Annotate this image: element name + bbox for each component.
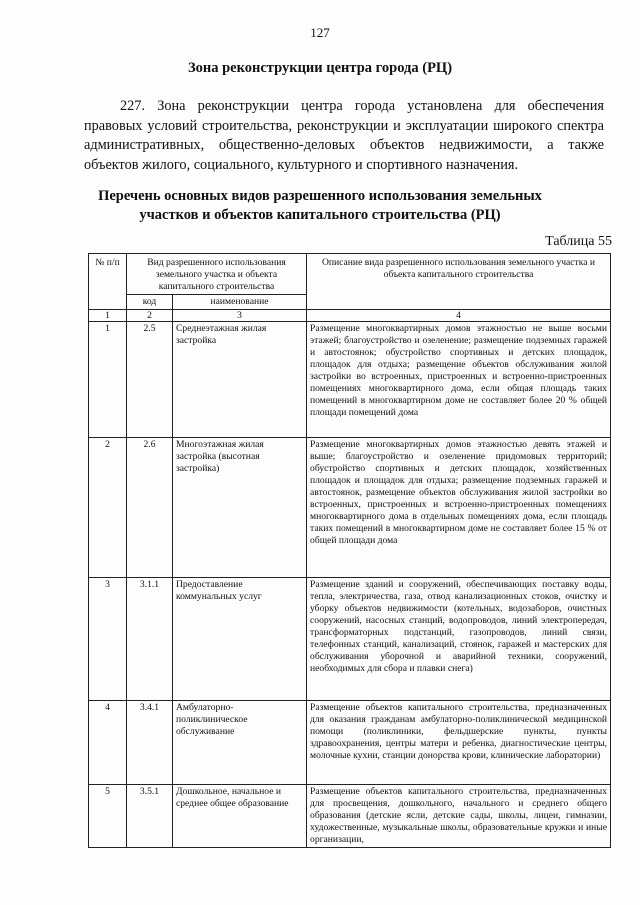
row-num: 1	[89, 322, 127, 438]
list-title-line2: участков и объектов капитального строительства (РЦ)	[139, 207, 501, 223]
table-row	[89, 701, 611, 785]
row-desc: Размещение многоквартирных домов этажностью девять этажей и выше; благоустройство и озеленение придомовых территорий; обустройство спортивных и детских площадок, хозяйственных площадок и площадок для отдыха; размещение подземных гаражей и автостоянок, размещение объектов обслуживания жилой застройки во встроенных, пристроенных и встроенно-пристроенных помещениях многоквартирного дома в отдельных помещениях дома, если площадь таких помещений в многоквартирном доме не составляет более 15 % от общей площади дома	[307, 438, 611, 578]
row-num: 4	[89, 701, 127, 785]
table-row	[89, 322, 611, 438]
header-kind: Вид разрешенного использования земельного участка и объекта капитального строительства	[127, 254, 307, 295]
list-title-line1: Перечень основных видов разрешенного использования земельных	[98, 188, 542, 204]
header-num: № п/п	[89, 254, 127, 310]
row-num: 3	[89, 578, 127, 701]
row-name: Среднеэтажная жилая застройка	[173, 322, 307, 438]
header-desc: Описание вида разрешенного использования земельного участка и объекта капитального строительства	[307, 254, 611, 310]
row-desc: Размещение зданий и сооружений, обеспечивающих поставку воды, тепла, электричества, газа, отвод канализационных стоков, очистку и уборку объектов недвижимости (котельных, водозаборов, очистных сооружений, насосных станций, водопроводов, линий электропередач, трансформаторных подстанций, газопроводов, линий связи, телефонных станций, канализаций, стоянок, гаражей и мастерских для обслуживания уборочной и аварийной техники, сооружений, необходимых для сбора и плавки снега)	[307, 578, 611, 701]
list-title	[0, 187, 640, 225]
table-row	[89, 438, 611, 578]
intro-paragraph-text: 227. Зона реконструкции центра города установлена для обеспечения правовых условий строительства, реконструкции и эксплуатации широкого спектра административных, общественно-деловых объектов недвижимости, а также объектов жилого, социального, культурного и спортивного назначения.	[84, 98, 604, 173]
row-code: 3.1.1	[127, 578, 173, 701]
column-number-row	[89, 310, 611, 322]
header-name: наименование	[173, 295, 307, 310]
table-row	[89, 785, 611, 848]
zone-title: Зона реконструкции центра города (РЦ)	[187, 60, 453, 76]
row-num: 2	[89, 438, 127, 578]
row-desc: Размещение многоквартирных домов этажностью не выше восьми этажей; благоустройство и озеленение; размещение подземных гаражей и автостоянок; обустройство спортивных и детских площадок, площадок для отдыха; размещение объектов обслуживания жилой застройки во встроенных, пристроенных и встроенно-пристроенных помещениях многоквартирного дома, если общая площадь таких помещений в многоквартирном доме не составляет более 20 % общей площади помещений дома	[307, 322, 611, 438]
header-code: код	[127, 295, 173, 310]
col-number: 1	[89, 310, 127, 322]
col-number: 2	[127, 310, 173, 322]
intro-paragraph	[84, 97, 604, 175]
row-name: Многоэтажная жилая застройка (высотная застройка)	[173, 438, 307, 578]
row-code: 2.5	[127, 322, 173, 438]
row-name: Амбулаторно-поликлиническое обслуживание	[173, 701, 307, 785]
table-row	[89, 578, 611, 701]
col-number: 3	[173, 310, 307, 322]
row-code: 3.5.1	[127, 785, 173, 848]
row-name: Дошкольное, начальное и среднее общее образование	[173, 785, 307, 848]
land-use-table	[88, 253, 611, 848]
row-desc: Размещение объектов капитального строительства, предназначенных для просвещения, дошкольного, начального и среднего общего образования (детские ясли, детские сады, школы, лицеи, гимназии, художественные, музыкальные школы, образовательные кружки и иные организации,	[307, 785, 611, 848]
row-name: Предоставление коммунальных услуг	[173, 578, 307, 701]
row-desc: Размещение объектов капитального строительства, предназначенных для оказания гражданам амбулаторно-поликлинической медицинской помощи (поликлиники, фельдшерские пункты, пункты здравоохранения, центры матери и ребенка, диагностические центры, молочные кухни, станции донорства крови, клинические лаборатории)	[307, 701, 611, 785]
col-number: 4	[307, 310, 611, 322]
row-code: 2.6	[127, 438, 173, 578]
page-number: 127	[310, 25, 330, 40]
row-num: 5	[89, 785, 127, 848]
row-code: 3.4.1	[127, 701, 173, 785]
table-label: Таблица 55	[545, 234, 612, 249]
